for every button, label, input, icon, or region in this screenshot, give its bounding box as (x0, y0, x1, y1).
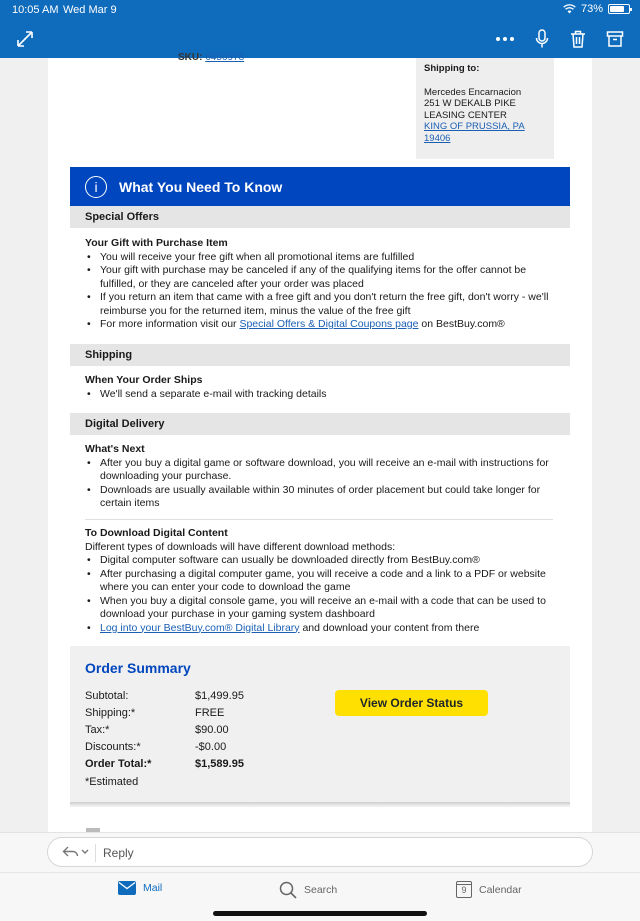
sku-label: SKU: (178, 52, 203, 63)
tab-calendar[interactable] (456, 881, 522, 898)
shipping-line2: LEASING CENTER (424, 109, 507, 121)
library-suffix: and download your content from there (299, 621, 480, 634)
search-icon (279, 881, 297, 899)
summary-value: -$0.00 (195, 741, 227, 753)
digital-library-link[interactable]: Log into your BestBuy.com® Digital Library (100, 621, 300, 634)
summary-label: Tax:* (85, 724, 110, 736)
shipping-name: Mercedes Encarnacion (424, 86, 522, 98)
order-ships-heading: When Your Order Ships (85, 374, 203, 386)
list-item: • We'll send a separate e-mail with tracking details (85, 388, 555, 402)
download-intro: Different types of downloads will have different download methods: (85, 540, 396, 553)
list-item (85, 622, 555, 636)
shipping-zip-link[interactable]: 19406 (424, 132, 451, 144)
tab-label: Search (304, 884, 338, 896)
calendar-day: 9 (461, 885, 467, 895)
gift-purchase-heading: Your Gift with Purchase Item (85, 237, 228, 249)
email-body[interactable] (48, 52, 592, 832)
summary-value: $90.00 (195, 724, 229, 736)
summary-label: Discounts:* (85, 741, 141, 753)
summary-label: Subtotal: (85, 690, 129, 702)
special-offers-heading: Special Offers (70, 206, 570, 228)
list-item (85, 318, 555, 332)
shipping-city-link[interactable]: KING OF PRUSSIA, PA (424, 121, 525, 132)
reply-placeholder: Reply (103, 846, 134, 860)
special-offers-link[interactable]: Special Offers & Digital Coupons page (239, 318, 419, 330)
battery-icon (608, 4, 630, 14)
mail-toolbar (0, 20, 640, 58)
expand-icon[interactable] (14, 28, 36, 50)
list-item: • After you buy a digital game or software download, you will receive an e-mail with instructions for downloading your purchase. (85, 457, 555, 484)
digital-delivery-heading: Digital Delivery (70, 413, 570, 435)
summary-note: *Estimated (85, 776, 139, 788)
reply-field[interactable] (47, 837, 593, 867)
more-icon[interactable] (494, 28, 516, 50)
view-order-status-button[interactable]: View Order Status (335, 690, 488, 716)
tab-label: Calendar (479, 883, 522, 896)
summary-value: $1,499.95 (195, 690, 244, 702)
section-divider (85, 519, 553, 520)
home-indicator (213, 911, 427, 916)
more-info-prefix: For more information visit our (100, 318, 240, 330)
status-date: Wed Mar 9 (63, 4, 117, 16)
summary-value: FREE (195, 707, 225, 719)
battery-percent: 73% (580, 3, 603, 15)
list-item: • Digital computer software can usually be downloaded directly from BestBuy.com® (85, 554, 555, 568)
download-heading: To Download Digital Content (85, 527, 228, 539)
banner-title: What You Need To Know (119, 178, 283, 195)
summary-value: $1,589.95 (195, 758, 244, 770)
list-item: • After purchasing a digital computer game, you will receive a code and a link to a PDF or website where you can enter your code to download the game (85, 568, 555, 595)
reply-icon[interactable] (62, 845, 90, 859)
reply-separator (95, 844, 96, 862)
microphone-icon[interactable] (531, 28, 553, 50)
special-offers-block (85, 237, 555, 332)
tab-mail[interactable] (118, 881, 162, 895)
list-item: • You will receive your free gift when all promotional items are fulfilled (85, 251, 555, 265)
more-info-suffix: on BestBuy.com® (418, 318, 505, 330)
shipping-address-box (416, 58, 554, 159)
shipping-to-heading: Shipping to: (424, 63, 480, 74)
summary-shadow (70, 802, 570, 807)
reply-bar (0, 832, 640, 872)
trash-icon[interactable] (567, 28, 589, 50)
order-summary-title: Order Summary (85, 660, 191, 676)
list-item: • When you buy a digital console game, you will receive an e-mail with a code that can be used to download your purchase in your gaming system dashboard (85, 595, 555, 622)
shipping-street: 251 W DEKALB PIKE (424, 98, 516, 109)
calendar-icon (456, 881, 472, 898)
status-bar (0, 0, 640, 20)
shipping-heading: Shipping (70, 344, 570, 366)
tab-search[interactable] (279, 881, 337, 899)
shipping-block (85, 374, 555, 401)
list-item: • Downloads are usually available within 30 minutes of order placement but could take longer for certain items (85, 484, 555, 511)
whats-next-block (85, 443, 555, 511)
wifi-icon (563, 4, 576, 14)
list-item: • Your gift with purchase may be canceled if any of the qualifying items for the offer cannot be fulfilled, or they are canceled after your order was placed (85, 264, 555, 291)
summary-label: Shipping:* (85, 707, 136, 719)
sku-link[interactable]: 6456978 (205, 52, 245, 63)
what-you-need-banner (70, 167, 570, 206)
tab-bar (0, 872, 640, 921)
mail-icon (118, 881, 136, 895)
info-icon: i (85, 176, 107, 198)
summary-label: Order Total:* (85, 758, 152, 770)
whats-next-heading: What's Next (85, 443, 145, 455)
tab-label: Mail (143, 882, 163, 894)
list-item: • If you return an item that came with a free gift and you don't return the free gift, don't worry - we'll reimburse you for the returned item, minus the value of the free gift (85, 291, 555, 318)
sku-line (178, 52, 244, 63)
archive-icon[interactable] (604, 28, 626, 50)
download-content-block (85, 527, 555, 635)
status-time: 10:05 AM (12, 4, 59, 16)
order-summary (70, 646, 570, 802)
